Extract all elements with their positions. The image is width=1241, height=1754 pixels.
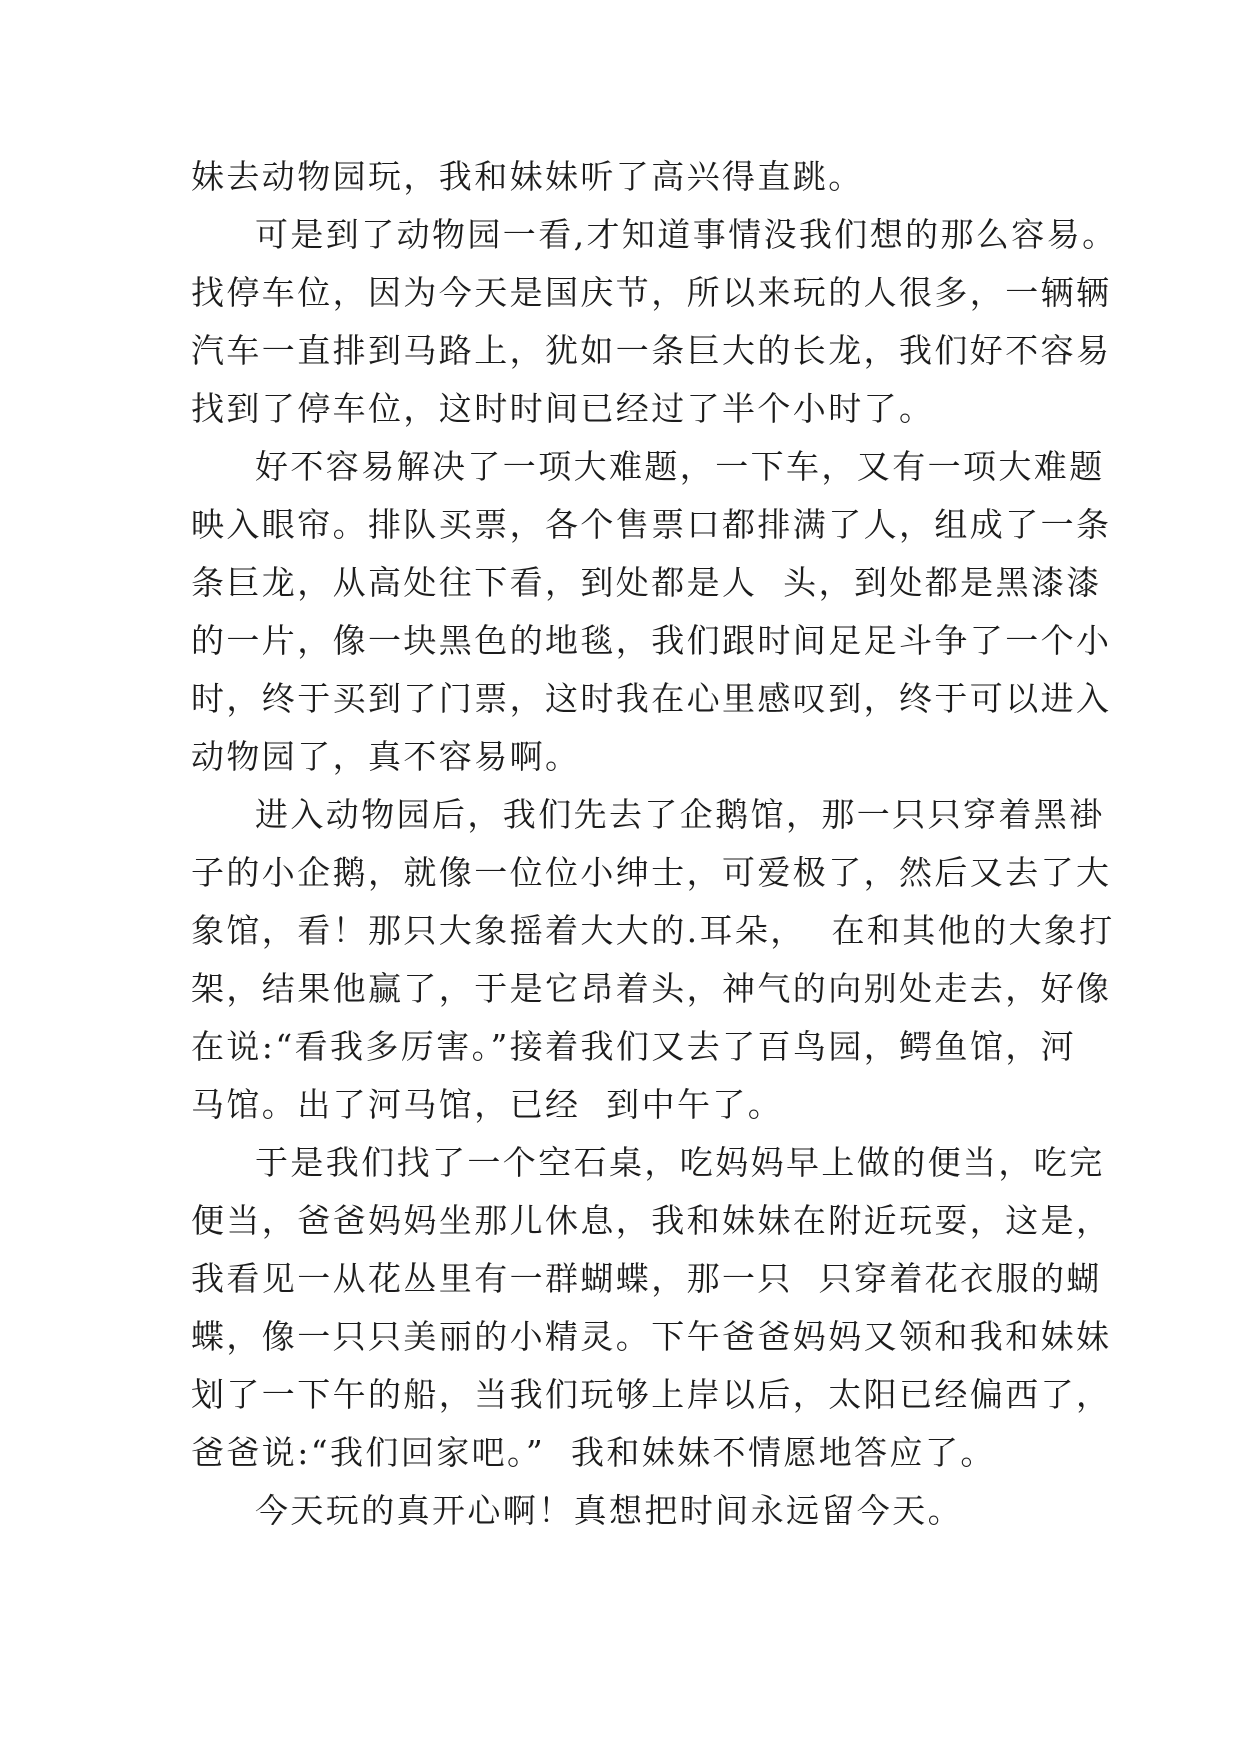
text-line-1: 妹去动物园玩，我和妹妹听了高兴得直跳。 [191,157,864,196]
text-line-5: 找到了停车位，这时时间已经过了半个小时了。 [191,389,935,428]
text-line-13: 子的小企鹅，就像一位位小绅士，可爱极了，然后又去了大 [191,853,1112,892]
text-line-12: 进入动物园后，我们先去了企鹅馆，那一只只穿着黑褂 [255,795,1105,834]
text-line-6: 好不容易解决了一项大难题，一下车，又有一项大难题 [255,447,1105,486]
text-line-3: 找停车位，因为今天是国庆节，所以来玩的人很多，一辆辆 [191,273,1112,312]
text-line-2: 可是到了动物园一看,才知道事情没我们想的那么容易。 [255,215,1118,254]
text-line-7: 映入眼帘。排队买票，各个售票口都排满了人，组成了一条 [191,505,1112,544]
text-line-15: 架，结果他赢了，于是它昂着头，神气的向别处走去，好像 [191,969,1112,1008]
text-line-16: 在说:“看我多厉害。”接着我们又去了百鸟园，鳄鱼馆，河 [191,1027,1077,1066]
text-line-24: 今天玩的真开心啊！真想把时间永远留今天。 [255,1491,963,1530]
text-line-8: 条巨龙，从高处往下看，到处都是人 头，到处都是黑漆漆 [191,563,1102,602]
text-line-14: 象馆，看！那只大象摇着大大的.耳朵， 在和其他的大象打 [191,911,1115,950]
text-line-9: 的一片，像一块黑色的地毯，我们跟时间足足斗争了一个小 [191,621,1112,660]
text-line-21: 蝶，像一只只美丽的小精灵。下午爸爸妈妈又领和我和妹妹 [191,1317,1112,1356]
text-line-23: 爸爸说:“我们回家吧。” 我和妹妹不情愿地答应了。 [191,1433,996,1472]
text-line-18: 于是我们找了一个空石桌，吃妈妈早上做的便当，吃完 [255,1143,1105,1182]
text-line-20: 我看见一从花丛里有一群蝴蝶，那一只 只穿着花衣服的蝴 [191,1259,1102,1298]
text-line-4: 汽车一直排到马路上，犹如一条巨大的长龙，我们好不容易 [191,331,1112,370]
text-line-17: 马馆。出了河马馆，已经 到中午了。 [191,1085,784,1124]
text-line-10: 时，终于买到了门票，这时我在心里感叹到，终于可以进入 [191,679,1112,718]
text-line-22: 划了一下午的船，当我们玩够上岸以后，太阳已经偏西了， [191,1375,1112,1414]
text-line-19: 便当，爸爸妈妈坐那儿休息，我和妹妹在附近玩耍，这是， [191,1201,1112,1240]
text-line-11: 动物园了，真不容易啊。 [191,737,581,776]
